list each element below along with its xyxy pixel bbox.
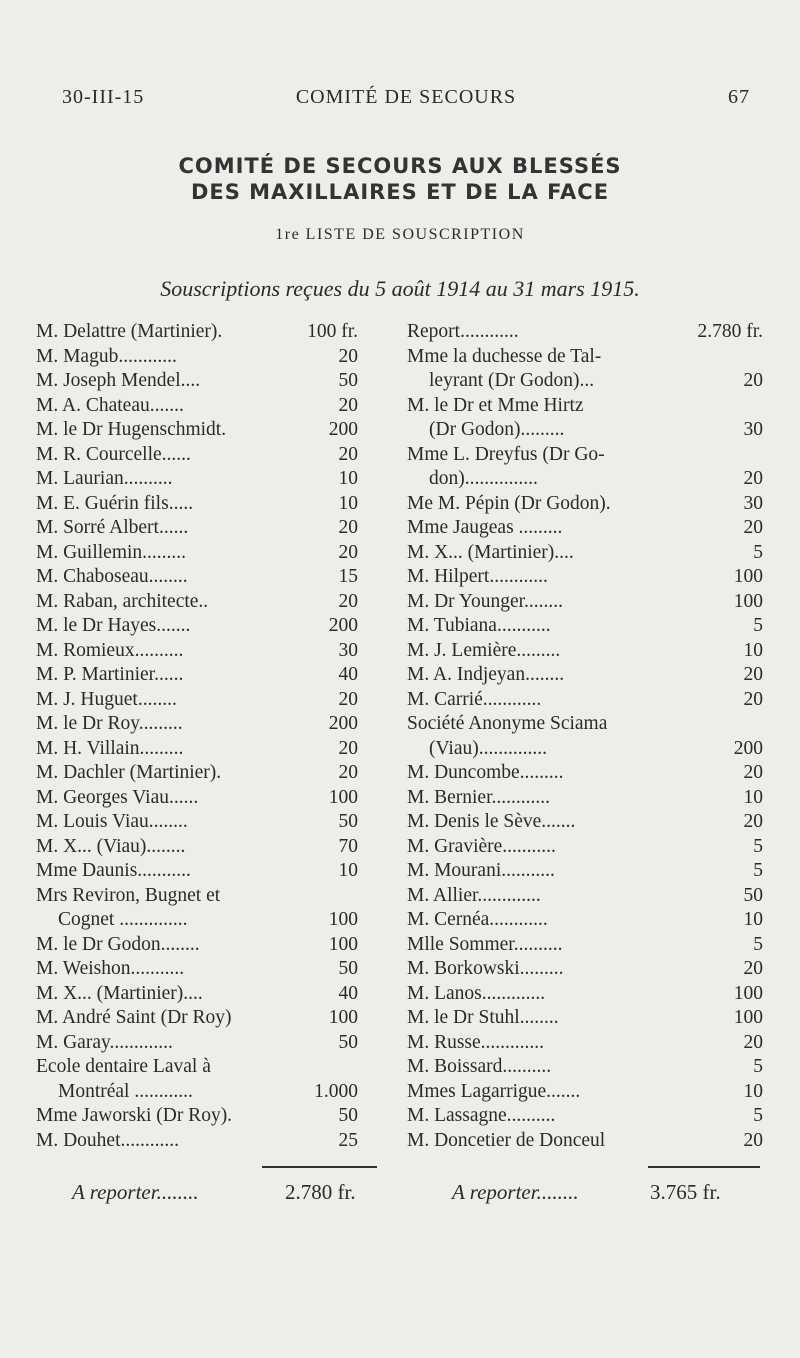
subscription-entry — [36, 957, 358, 982]
subscription-entry — [36, 369, 358, 394]
subscriber-name: M. X... (Martinier).... — [36, 982, 203, 1004]
subscription-entry — [407, 982, 763, 1007]
subscription-amount: 40 — [338, 664, 358, 685]
subscriber-name: Cognet .............. — [58, 909, 188, 930]
subscription-amount: 10 — [338, 492, 358, 514]
subscription-amount: 20 — [743, 811, 763, 832]
subscription-entry — [407, 1080, 763, 1105]
subscription-entry — [36, 516, 358, 541]
subscription-amount: 10 — [338, 860, 358, 881]
page-header — [62, 86, 750, 116]
subscription-amount: 20 — [338, 443, 358, 465]
subscriber-name: M. Magub............ — [36, 345, 177, 367]
subscriber-name: Montréal ............ — [58, 1080, 193, 1102]
subscriber-name: Mrs Reviron, Bugnet et — [36, 884, 221, 906]
subscription-entry — [407, 639, 763, 664]
subscription-amount — [703, 394, 763, 419]
subscription-amount: 200 — [328, 615, 358, 636]
subscriber-name: M. Chaboseau........ — [36, 566, 188, 587]
subscriber-name: M. X... (Martinier).... — [407, 541, 574, 563]
subscription-entry — [36, 590, 358, 615]
subscription-entry — [407, 761, 763, 786]
subscription-entry — [407, 467, 763, 492]
subscription-entry — [407, 835, 763, 860]
subscription-entry — [36, 835, 358, 860]
subscription-amount: 30 — [743, 419, 763, 440]
subscriber-name: M. Tubiana........... — [407, 615, 551, 636]
subscription-entry — [36, 786, 358, 811]
subscriber-name: M. J. Huguet........ — [36, 688, 177, 710]
subscriber-name: M. Gravière........... — [407, 835, 556, 857]
subscription-entry — [36, 737, 358, 762]
subscriber-name: M. Joseph Mendel.... — [36, 370, 201, 391]
subscription-entry — [407, 443, 763, 468]
subscription-entry — [407, 320, 763, 345]
subscription-amount — [298, 884, 358, 909]
subscription-entry — [407, 394, 763, 419]
subscription-amount: 5 — [753, 835, 763, 857]
right-total-rule — [648, 1166, 760, 1168]
subscription-entry — [36, 467, 358, 492]
subscriber-name: M. le Dr Hugenschmidt. — [36, 419, 227, 440]
subscriber-name: M. Laurian.......... — [36, 468, 173, 489]
subscription-entry — [407, 418, 763, 443]
document-title-line1: COMITÉ DE SECOURS AUX BLESSÉS — [178, 154, 622, 178]
subscription-entry — [36, 443, 358, 468]
subscription-entry — [407, 957, 763, 982]
subscription-amount: 100 — [733, 1007, 763, 1028]
subscriber-name: Report............ — [407, 321, 519, 342]
subscriber-name: M. Mourani........... — [407, 860, 555, 881]
subscriber-name: leyrant (Dr Godon)... — [429, 370, 595, 391]
subscription-amount: 2.780 fr. — [697, 321, 763, 342]
subscription-amount: 20 — [338, 541, 358, 563]
subscription-amount: 20 — [743, 517, 763, 538]
subscriber-name: M. Denis le Sève....... — [407, 811, 576, 832]
subscription-entry — [36, 1129, 358, 1154]
subscriber-name: M. Raban, architecte.. — [36, 590, 209, 612]
subscriber-name: M. Garay............. — [36, 1031, 173, 1053]
subscription-entry — [407, 663, 763, 688]
subscription-amount: 10 — [743, 1080, 763, 1102]
subscriber-name: M. Louis Viau........ — [36, 811, 188, 832]
subscriber-name: M. André Saint (Dr Roy) — [36, 1007, 232, 1028]
subscriber-name: M. Russe............. — [407, 1031, 545, 1053]
right-carry-forward-label: A reporter........ — [452, 1180, 579, 1204]
subscription-amount: 200 — [328, 713, 358, 734]
header-date: 30-III-15 — [62, 86, 145, 108]
subscription-entry — [36, 688, 358, 713]
subscription-entry — [407, 1055, 763, 1080]
subscriber-name: Mme Daunis........... — [36, 860, 191, 881]
subscription-entry — [36, 320, 358, 345]
subscription-amount: 20 — [338, 590, 358, 612]
running-title: COMITÉ DE SECOURS — [295, 86, 517, 108]
subscriber-name: M. le Dr Hayes....... — [36, 615, 191, 636]
subscription-entry — [407, 810, 763, 835]
subscriber-name: M. Cernéa............ — [407, 909, 548, 930]
subscription-amount: 5 — [753, 615, 763, 636]
page-number: 67 — [728, 86, 750, 108]
subscription-amount: 50 — [338, 370, 358, 391]
subscriber-name: M. le Dr Godon........ — [36, 933, 200, 955]
subscriber-name: M. R. Courcelle...... — [36, 443, 191, 465]
subscription-amount: 200 — [733, 737, 763, 759]
subscription-entry — [36, 492, 358, 517]
subscription-amount: 20 — [338, 688, 358, 710]
subscription-amount: 100 — [328, 933, 358, 955]
subscriber-name: M. Dr Younger........ — [407, 590, 564, 612]
subscriber-name: M. Duncombe......... — [407, 762, 564, 783]
subscription-amount: 20 — [743, 958, 763, 979]
subscriber-name: M. Carrié............ — [407, 688, 542, 710]
subscriber-name: Mme Jaworski (Dr Roy). — [36, 1105, 233, 1126]
subscription-entry — [36, 541, 358, 566]
subscription-entry — [407, 590, 763, 615]
subscription-amount: 100 — [733, 590, 763, 612]
subscription-amount: 50 — [338, 958, 358, 979]
left-carry-forward-amount: 2.780 fr. — [285, 1180, 356, 1204]
subscription-amount: 10 — [338, 468, 358, 489]
subscription-amount: 200 — [328, 419, 358, 440]
subscription-amount: 100 — [328, 786, 358, 808]
subscription-amount: 100 — [328, 909, 358, 930]
left-total-rule — [262, 1166, 377, 1168]
subscription-entry — [407, 541, 763, 566]
subscription-amount: 5 — [753, 541, 763, 563]
subscription-entry — [407, 1031, 763, 1056]
subscription-amount — [703, 712, 763, 737]
subscriber-name: M. Doncetier de Donceul — [407, 1129, 606, 1151]
subscription-amount: 20 — [338, 762, 358, 783]
subscription-amount: 20 — [338, 517, 358, 538]
subscriber-name: M. Allier............. — [407, 884, 541, 906]
subscription-amount: 20 — [338, 394, 358, 416]
subscription-amount: 40 — [338, 982, 358, 1004]
subscriber-name: M. Georges Viau...... — [36, 786, 199, 808]
subscription-amount: 20 — [743, 468, 763, 489]
subscription-amount: 20 — [743, 1031, 763, 1053]
subscription-entry — [36, 565, 358, 590]
subscriber-name: M. X... (Viau)........ — [36, 835, 186, 857]
left-carry-forward-label: A reporter........ — [72, 1180, 199, 1204]
subscriber-name: M. Borkowski......... — [407, 958, 564, 979]
subscription-entry — [36, 614, 358, 639]
subscription-amount: 100 — [733, 982, 763, 1004]
list-subtitle: 1re LISTE DE SOUSCRIPTION — [275, 226, 525, 243]
subscription-amount: 20 — [743, 664, 763, 685]
subscription-amount: 50 — [743, 884, 763, 906]
subscription-amount: 10 — [743, 909, 763, 930]
subscriber-name: Mme Jaugeas ......... — [407, 517, 563, 538]
subscription-entry — [36, 1006, 358, 1031]
subscriber-name: M. J. Lemière......... — [407, 639, 561, 661]
subscriber-name: M. A. Indjeyan........ — [407, 664, 565, 685]
subscription-amount: 20 — [743, 370, 763, 391]
subscriber-name: M. Guillemin......... — [36, 541, 187, 563]
subscription-amount — [703, 443, 763, 468]
subscriber-name: Mme L. Dreyfus (Dr Go- — [407, 443, 605, 465]
subscription-amount: 30 — [743, 492, 763, 514]
subscription-entry — [407, 345, 763, 370]
document-title-line2: DES MAXILLAIRES ET DE LA FACE — [190, 180, 610, 204]
subscription-entry — [407, 492, 763, 517]
subscriber-name: M. le Dr Roy......... — [36, 713, 183, 734]
subscription-entry — [407, 516, 763, 541]
subscription-entry — [407, 688, 763, 713]
subscription-amount: 100 — [733, 566, 763, 587]
subscription-entry — [36, 418, 358, 443]
subscription-amount: 20 — [743, 688, 763, 710]
subscription-entry — [36, 884, 358, 909]
subscription-entry — [407, 369, 763, 394]
subscriber-name: M. le Dr et Mme Hirtz — [407, 394, 584, 416]
subscription-amount: 20 — [338, 737, 358, 759]
subscription-entry — [407, 712, 763, 737]
subscription-entry — [36, 1104, 358, 1129]
left-subscription-column — [36, 320, 358, 1153]
subscriber-name: M. Sorré Albert...... — [36, 517, 189, 538]
subscriber-name: (Viau).............. — [429, 737, 547, 759]
subscription-amount: 20 — [743, 1129, 763, 1151]
subscription-entry — [36, 933, 358, 958]
subscriber-name: M. Lassagne.......... — [407, 1105, 556, 1126]
subscription-entry — [36, 859, 358, 884]
subscription-entry — [407, 786, 763, 811]
subscriber-name: M. Dachler (Martinier). — [36, 762, 222, 783]
subscription-amount: 50 — [338, 1105, 358, 1126]
subscription-amount: 50 — [338, 1031, 358, 1053]
subscription-amount: 15 — [338, 566, 358, 587]
subscription-entry — [36, 394, 358, 419]
subscription-entry — [36, 1031, 358, 1056]
subscription-entry — [36, 908, 358, 933]
subscription-amount: 70 — [338, 835, 358, 857]
subscription-entry — [36, 345, 358, 370]
subscriber-name: M. Douhet............ — [36, 1129, 179, 1151]
subscriber-name: M. A. Chateau....... — [36, 394, 184, 416]
subscription-period: Souscriptions reçues du 5 août 1914 au 31 mars 1915. — [160, 276, 640, 301]
subscriber-name: Société Anonyme Sciama — [407, 713, 608, 734]
subscription-entry — [36, 982, 358, 1007]
subscription-amount: 5 — [753, 1056, 763, 1077]
subscription-entry — [36, 663, 358, 688]
subscriber-name: M. Hilpert............ — [407, 566, 548, 587]
subscription-entry — [407, 737, 763, 762]
subscriber-name: don)............... — [429, 468, 538, 489]
subscription-amount: 10 — [743, 639, 763, 661]
subscriber-name: M. Bernier............ — [407, 786, 550, 808]
subscription-entry — [407, 1104, 763, 1129]
subscriber-name: M. H. Villain......... — [36, 737, 184, 759]
subscription-amount: 10 — [743, 786, 763, 808]
right-carry-forward-amount: 3.765 fr. — [650, 1180, 721, 1204]
subscriber-name: M. Lanos............. — [407, 982, 546, 1004]
subscription-amount: 25 — [338, 1129, 358, 1151]
subscriber-name: M. Romieux.......... — [36, 639, 184, 661]
subscription-entry — [36, 761, 358, 786]
subscription-amount: 100 fr. — [307, 321, 358, 342]
subscriber-name: M. Boissard.......... — [407, 1056, 552, 1077]
subscriber-name: M. Delattre (Martinier). — [36, 321, 223, 342]
subscription-entry — [36, 1055, 358, 1080]
subscription-amount: 5 — [753, 1105, 763, 1126]
subscription-amount — [298, 1055, 358, 1080]
subscriber-name: M. Weishon........... — [36, 958, 185, 979]
subscription-entry — [36, 639, 358, 664]
subscriber-name: M. P. Martinier...... — [36, 664, 184, 685]
right-subscription-column — [407, 320, 763, 1153]
subscription-entry — [407, 1006, 763, 1031]
subscription-entry — [407, 933, 763, 958]
subscription-entry — [407, 565, 763, 590]
subscription-entry — [407, 614, 763, 639]
subscription-amount: 20 — [743, 762, 763, 783]
subscriber-name: Mme la duchesse de Tal- — [407, 345, 602, 367]
subscription-entry — [36, 1080, 358, 1105]
subscriber-name: M. E. Guérin fils..... — [36, 492, 194, 514]
subscriber-name: Me M. Pépin (Dr Godon). — [407, 492, 611, 514]
subscriber-name: Ecole dentaire Laval à — [36, 1056, 211, 1077]
subscription-amount: 1.000 — [314, 1080, 358, 1102]
subscription-entry — [36, 712, 358, 737]
subscription-entry — [407, 908, 763, 933]
subscription-entry — [36, 810, 358, 835]
subscriber-name: (Dr Godon)......... — [429, 419, 565, 440]
subscription-amount: 100 — [328, 1007, 358, 1028]
subscription-amount: 20 — [338, 345, 358, 367]
subscription-amount: 30 — [338, 639, 358, 661]
subscription-amount: 5 — [753, 933, 763, 955]
subscription-entry — [407, 1129, 763, 1154]
subscriber-name: M. le Dr Stuhl........ — [407, 1007, 559, 1028]
subscriber-name: Mlle Sommer.......... — [407, 933, 563, 955]
subscription-entry — [407, 859, 763, 884]
subscriber-name: Mmes Lagarrigue....... — [407, 1080, 581, 1102]
subscription-amount — [703, 345, 763, 370]
subscription-amount: 50 — [338, 811, 358, 832]
subscription-amount: 5 — [753, 860, 763, 881]
subscription-entry — [407, 884, 763, 909]
